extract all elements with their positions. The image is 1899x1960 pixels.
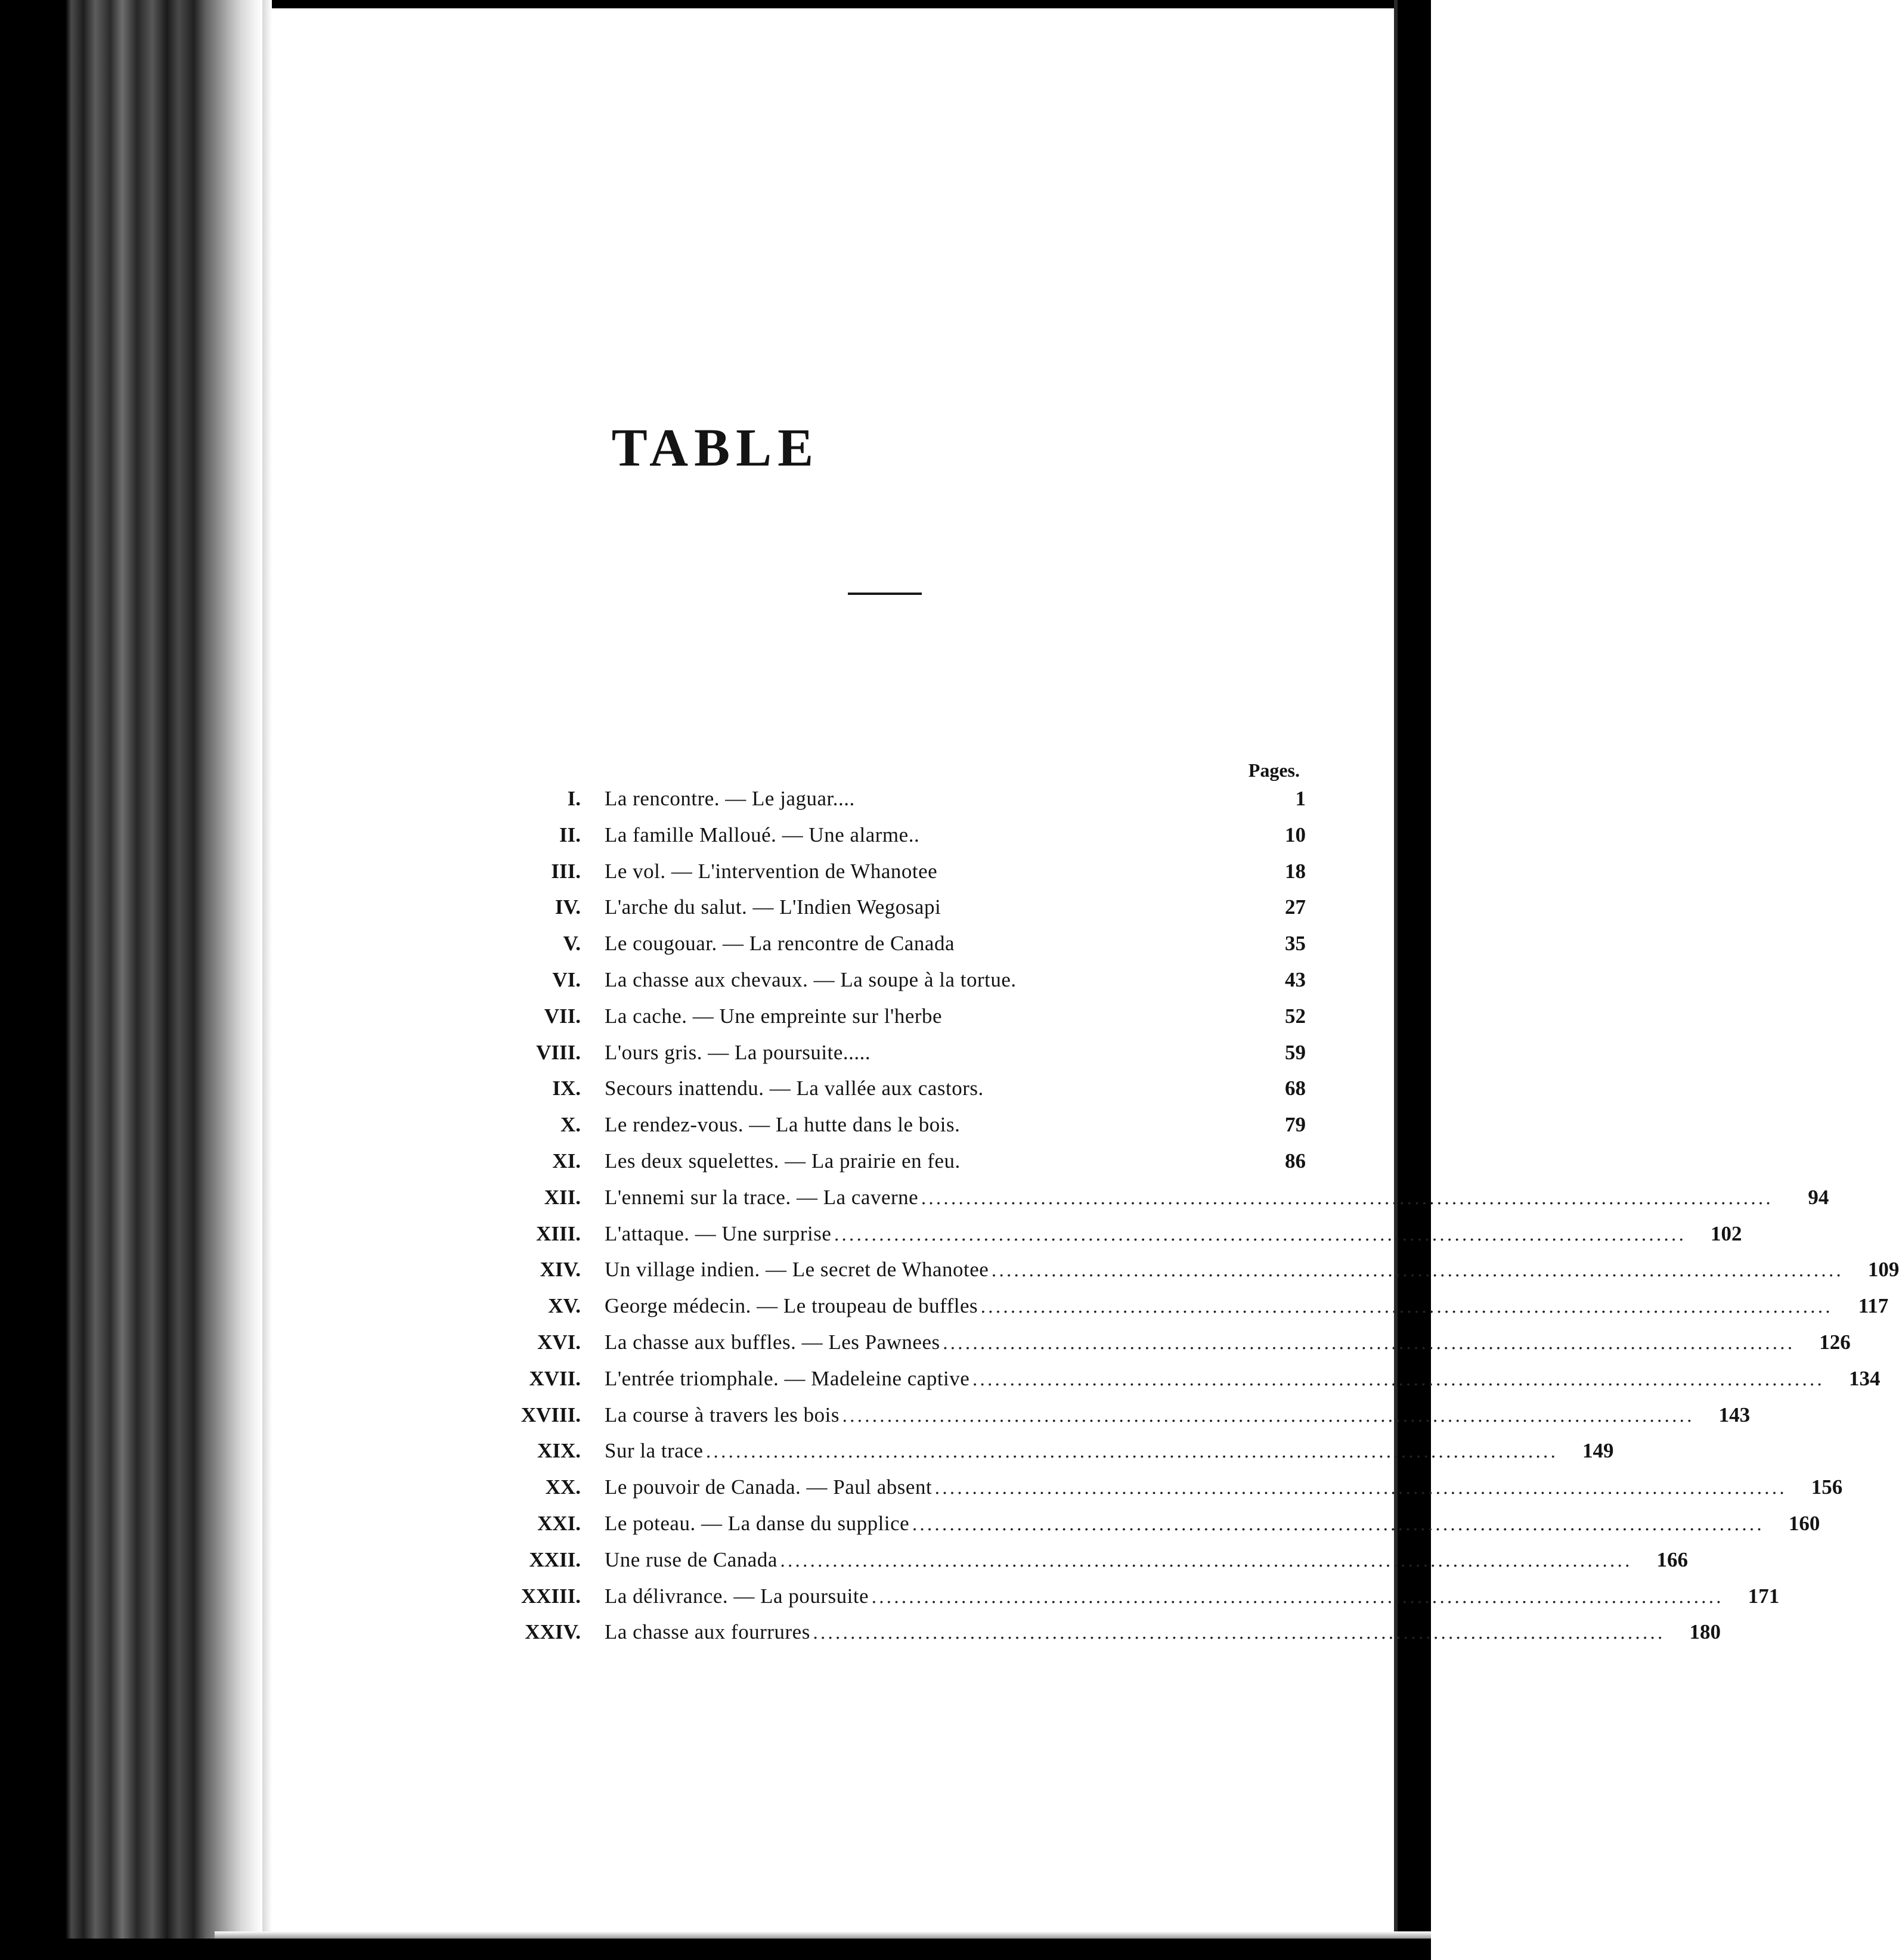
page-number: 43 (1285, 967, 1306, 991)
page-number: 126 (1819, 1330, 1851, 1354)
toc-entry (483, 1216, 1742, 1252)
title-divider (848, 593, 922, 595)
toc-entry (483, 1361, 1881, 1397)
scan-border-bottom (0, 1939, 1431, 1960)
toc-entry (483, 854, 1306, 890)
page-number: 52 (1285, 1004, 1306, 1028)
chapter-number: VIII. (536, 1040, 581, 1064)
chapter-title: George médecin. — Le troupeau de buffles (605, 1294, 978, 1318)
page-number: 149 (1582, 1439, 1614, 1463)
chapter-title: Secours inattendu. — La vallée aux castors. (605, 1077, 984, 1100)
chapter-number: III. (551, 859, 581, 883)
chapter-title: La rencontre. — Le jaguar.... (605, 787, 855, 810)
chapter-title: Une ruse de Canada (605, 1547, 777, 1571)
toc-entry (483, 926, 1306, 962)
chapter-number: XIV. (540, 1258, 581, 1282)
chapter-title: Le pouvoir de Canada. — Paul absent (605, 1475, 933, 1499)
toc-entry (483, 1107, 1306, 1143)
page-number: 109 (1867, 1258, 1899, 1282)
chapter-number: VI. (552, 967, 581, 991)
chapter-title: Le poteau. — La danse du supplice (605, 1511, 910, 1535)
page-number: 134 (1848, 1366, 1881, 1390)
dot-leader: .................................................................................................................. (934, 1478, 1787, 1499)
toc-entry (483, 817, 1306, 854)
chapter-title: L'attaque. — Une surprise (605, 1221, 832, 1245)
page-bottom-shadow (215, 1931, 1431, 1939)
chapter-number: V. (563, 932, 581, 956)
chapter-title: Le rendez-vous. — La hutte dans le bois. (605, 1113, 961, 1137)
dot-leader: .................................................................................................................. (779, 1550, 1632, 1571)
chapter-title: Les deux squelettes. — La prairie en feu. (605, 1149, 961, 1173)
chapter-number: XX. (545, 1475, 581, 1499)
toc-entry (483, 889, 1306, 926)
page-number: 10 (1285, 823, 1306, 846)
toc-entry (483, 781, 1306, 817)
chapter-title: La cache. — Une empreinte sur l'herbe (605, 1004, 943, 1028)
page-number: 160 (1788, 1511, 1820, 1535)
page-number: 102 (1710, 1221, 1742, 1245)
toc-entry (483, 1325, 1851, 1361)
chapter-title: Sur la trace (605, 1439, 704, 1463)
dot-leader: .................................................................................................................. (972, 1369, 1824, 1390)
dot-leader: .................................................................................................................. (921, 1187, 1773, 1209)
page-number: 59 (1285, 1040, 1306, 1064)
page-number: 156 (1811, 1475, 1843, 1499)
gutter-shadow (262, 0, 272, 1960)
chapter-number: IV. (554, 895, 581, 919)
toc-entry (483, 1433, 1614, 1469)
page-number: 27 (1285, 895, 1306, 919)
chapter-title: L'arche du salut. — L'Indien Wegosapi (605, 895, 941, 919)
toc-entry (483, 1506, 1820, 1542)
page-number: 18 (1285, 859, 1306, 883)
chapter-number: XIX. (537, 1439, 581, 1463)
toc-entry (483, 1035, 1306, 1071)
table-of-contents (483, 781, 1899, 1651)
chapter-title: La chasse aux buffles. — Les Pawnees (605, 1330, 940, 1354)
dot-leader: .................................................................................................................. (942, 1332, 1795, 1354)
page-number: 94 (1808, 1185, 1829, 1209)
toc-entry (483, 1542, 1688, 1578)
page-number: 35 (1285, 932, 1306, 956)
page-number: 79 (1285, 1113, 1306, 1137)
chapter-number: XVII. (529, 1366, 581, 1390)
chapter-number: XXII. (529, 1547, 581, 1571)
toc-entry (483, 1252, 1899, 1288)
toc-entry (483, 1071, 1306, 1107)
chapter-number: I. (567, 787, 581, 810)
toc-entry (483, 998, 1306, 1035)
chapter-number: XII. (544, 1185, 581, 1209)
chapter-number: XV. (548, 1294, 581, 1318)
chapter-number: XVIII. (521, 1403, 581, 1426)
chapter-number: X. (560, 1113, 581, 1137)
toc-entry (483, 1397, 1751, 1434)
chapter-title: La course à travers les bois (605, 1403, 839, 1426)
chapter-title: La chasse aux chevaux. — La soupe à la tortue. (605, 967, 1017, 991)
page-number: 166 (1656, 1547, 1688, 1571)
dot-leader: .................................................................................................................. (812, 1623, 1665, 1644)
page-number: 180 (1689, 1620, 1721, 1644)
chapter-title: La chasse aux fourrures (605, 1620, 810, 1644)
page-number: 117 (1858, 1294, 1889, 1318)
toc-entry (483, 1143, 1306, 1180)
page-number: 143 (1718, 1403, 1751, 1426)
chapter-number: XIII. (536, 1221, 581, 1245)
chapter-title: L'entrée triomphale. — Madeleine captive (605, 1366, 970, 1390)
toc-entry (483, 1614, 1721, 1651)
page-number: 171 (1748, 1584, 1780, 1608)
page-number: 86 (1285, 1149, 1306, 1173)
toc-entry (483, 1578, 1780, 1615)
chapter-title: Le vol. — L'intervention de Whanotee (605, 859, 938, 883)
chapter-title: La famille Malloué. — Une alarme.. (605, 823, 920, 846)
dot-leader: .................................................................................................................. (912, 1514, 1764, 1535)
dot-leader: .................................................................................................................. (842, 1405, 1694, 1426)
chapter-title: L'ours gris. — La poursuite..... (605, 1040, 871, 1064)
page-title: TABLE (611, 418, 820, 477)
dot-leader: .................................................................................................................. (705, 1441, 1558, 1463)
chapter-number: XVI. (537, 1330, 581, 1354)
chapter-title: Le cougouar. — La rencontre de Canada (605, 932, 955, 956)
toc-entry (483, 1180, 1829, 1216)
chapter-number: XXIV. (525, 1620, 581, 1644)
chapter-number: XXI. (537, 1511, 581, 1535)
chapter-title: La délivrance. — La poursuite (605, 1584, 869, 1608)
chapter-number: XXIII. (521, 1584, 581, 1608)
pages-column-label: Pages. (1248, 759, 1300, 781)
scan-border-right (1398, 0, 1431, 1960)
chapter-number: VII. (544, 1004, 581, 1028)
toc-entry (483, 1469, 1843, 1506)
chapter-title: L'ennemi sur la trace. — La caverne (605, 1185, 919, 1209)
chapter-title: Un village indien. — Le secret de Whanotee (605, 1258, 989, 1282)
toc-entry (483, 962, 1306, 998)
chapter-number: XI. (552, 1149, 581, 1173)
dot-leader: .................................................................................................................. (871, 1586, 1724, 1608)
dot-leader: .................................................................................................................. (980, 1297, 1833, 1318)
page-number: 1 (1295, 787, 1306, 810)
chapter-number: IX. (552, 1077, 581, 1100)
chapter-number: II. (559, 823, 581, 846)
dot-leader: .................................................................................................................. (991, 1260, 1844, 1282)
dot-leader: .................................................................................................................. (834, 1224, 1686, 1245)
book-page-edges (0, 0, 262, 1960)
page-number: 68 (1285, 1077, 1306, 1100)
toc-entry (483, 1288, 1889, 1325)
